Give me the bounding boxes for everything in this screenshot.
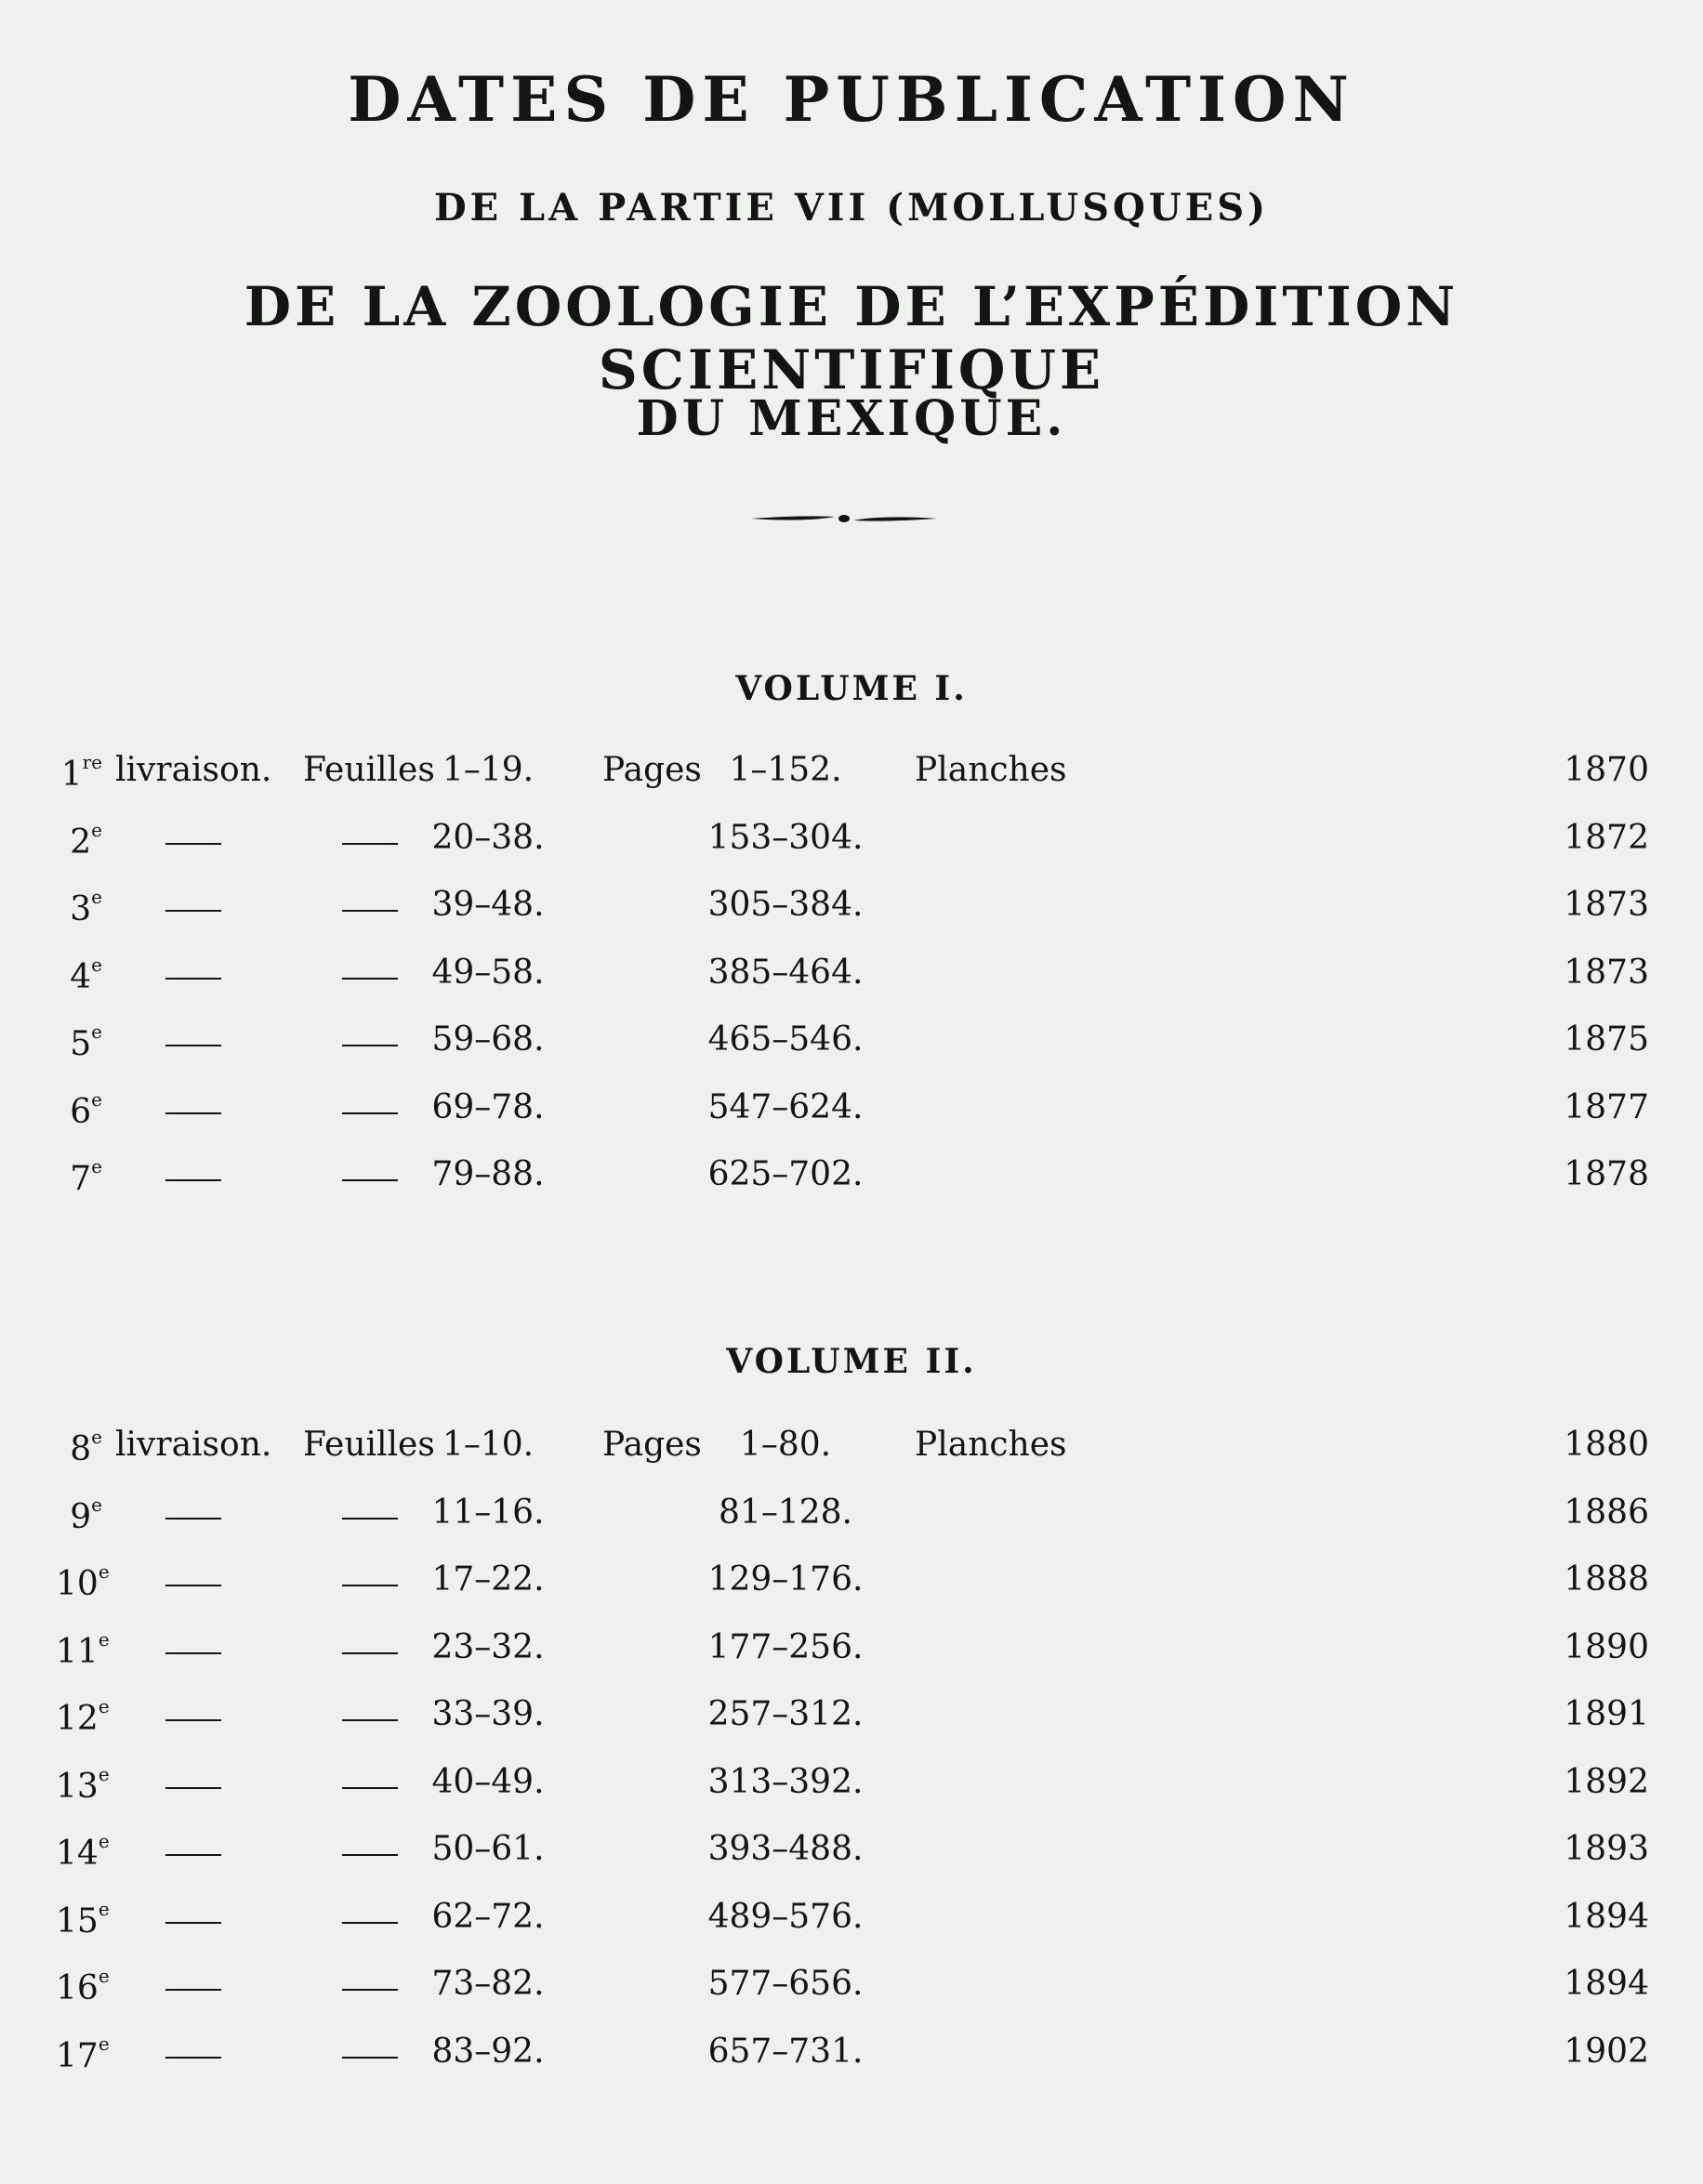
publication-year: 1894: [1564, 1897, 1649, 1936]
page-subtitle: DE LA PARTIE VII (MOLLUSQUES): [433, 186, 1270, 230]
ditto-mark: [165, 1179, 221, 1181]
planches-label: Planches: [915, 751, 1067, 789]
page-title: DATES DE PUBLICATION: [348, 63, 1355, 136]
livraison-number: 10e: [56, 1560, 110, 1603]
table-row: [0, 1560, 1703, 1607]
pages-range: 625–702.: [707, 1155, 864, 1193]
volume-heading: VOLUME II.: [726, 1342, 977, 1381]
pages-label: Pages: [602, 751, 702, 789]
table-row: [0, 751, 1703, 797]
ditto-mark: [165, 1719, 221, 1721]
feuilles-range: 59–68.: [431, 1020, 545, 1059]
feuilles-range: 23–32.: [431, 1627, 545, 1666]
ordinal-suffix: e: [98, 2032, 110, 2055]
feuilles-label: Feuilles: [303, 1426, 435, 1464]
livraison-number: 8e: [70, 1426, 102, 1468]
feuilles-range: 79–88.: [431, 1155, 545, 1193]
feuilles-range: 73–82.: [431, 1965, 545, 2003]
feuilles-range: 39–48.: [431, 886, 545, 924]
ornament-divider-icon: [749, 507, 939, 530]
pages-range: 153–304.: [707, 818, 864, 857]
ordinal-suffix: re: [82, 751, 102, 773]
volume-heading: VOLUME I.: [735, 669, 968, 708]
ditto-mark: [342, 1585, 398, 1586]
pages-range: 257–312.: [707, 1695, 864, 1733]
feuilles-range: 49–58.: [431, 953, 545, 992]
ordinal-suffix: e: [98, 1695, 110, 1717]
ordinal-suffix: e: [91, 1426, 102, 1448]
publication-year: 1892: [1564, 1762, 1649, 1801]
ordinal-suffix: e: [98, 1762, 110, 1785]
publication-year: 1890: [1564, 1627, 1649, 1666]
table-row: [0, 1088, 1703, 1135]
ditto-mark: [342, 1518, 398, 1520]
pages-range: 305–384.: [707, 886, 864, 924]
ditto-mark: [165, 1922, 221, 1924]
feuilles-range: 40–49.: [431, 1762, 545, 1801]
ordinal-suffix: e: [98, 1627, 110, 1651]
ditto-mark: [165, 1854, 221, 1856]
feuilles-range: 1–10.: [442, 1426, 535, 1464]
ordinal-suffix: e: [91, 1155, 102, 1178]
title-line-4: DU MEXIQUE.: [636, 390, 1067, 447]
ordinal-suffix: e: [91, 953, 102, 976]
ditto-mark: [342, 1854, 398, 1856]
pages-range: 313–392.: [707, 1762, 864, 1801]
ditto-mark: [165, 1787, 221, 1789]
table-row: [0, 1628, 1703, 1675]
ditto-mark: [165, 843, 221, 845]
table-row: [0, 1763, 1703, 1809]
ordinal-suffix: e: [91, 818, 102, 841]
ditto-mark: [165, 1989, 221, 1991]
livraison-number: 2e: [70, 818, 102, 862]
table-row: [0, 1426, 1703, 1472]
pages-label: Pages: [602, 1426, 702, 1464]
livraison-number: 14e: [56, 1830, 110, 1873]
table-row: [0, 1155, 1703, 1202]
livraison-number: 4e: [70, 953, 102, 996]
ditto-mark: [165, 1518, 221, 1520]
ditto-mark: [165, 910, 221, 912]
ditto-mark: [342, 1179, 398, 1181]
publication-year: 1893: [1564, 1830, 1649, 1868]
publication-year: 1870: [1564, 751, 1649, 789]
feuilles-range: 20–38.: [431, 818, 545, 857]
feuilles-range: 1–19.: [442, 751, 535, 789]
livraison-number: 11e: [56, 1627, 110, 1671]
table-row: [0, 886, 1703, 932]
pages-range: 81–128.: [719, 1493, 852, 1532]
feuilles-range: 33–39.: [431, 1695, 545, 1733]
livraison-number: 16e: [56, 1965, 110, 2007]
publication-year: 1886: [1564, 1493, 1649, 1532]
ordinal-suffix: e: [91, 886, 102, 908]
feuilles-range: 83–92.: [431, 2032, 545, 2071]
planches-label: Planches: [915, 1426, 1067, 1464]
ditto-mark: [165, 1112, 221, 1114]
table-row: [0, 1830, 1703, 1876]
publication-year: 1872: [1564, 818, 1649, 857]
publication-year: 1873: [1564, 953, 1649, 992]
pages-range: 129–176.: [707, 1560, 864, 1599]
livraison-number: 7e: [70, 1155, 102, 1198]
table-row: [0, 1965, 1703, 2011]
ditto-mark: [165, 1585, 221, 1586]
ditto-mark: [342, 1922, 398, 1924]
pages-range: 465–546.: [707, 1020, 864, 1059]
table-row: [0, 1020, 1703, 1067]
ditto-mark: [342, 2057, 398, 2059]
ditto-mark: [342, 910, 398, 912]
feuilles-range: 11–16.: [431, 1493, 545, 1532]
ditto-mark: [342, 1719, 398, 1721]
ditto-mark: [342, 1989, 398, 1991]
pages-range: 489–576.: [707, 1897, 864, 1936]
ditto-mark: [342, 1045, 398, 1046]
ditto-mark: [342, 1112, 398, 1114]
ditto-mark: [165, 978, 221, 980]
publication-year: 1888: [1564, 1560, 1649, 1599]
feuilles-range: 62–72.: [431, 1897, 545, 1936]
livraison-number: 5e: [70, 1020, 102, 1063]
publication-year: 1902: [1564, 2032, 1649, 2071]
ordinal-suffix: e: [98, 1560, 110, 1583]
pages-range: 1–152.: [729, 751, 842, 789]
feuilles-range: 69–78.: [431, 1087, 545, 1126]
ditto-mark: [165, 1652, 221, 1654]
publication-year: 1873: [1564, 886, 1649, 924]
livraison-number: 6e: [70, 1087, 102, 1131]
publication-year: 1894: [1564, 1965, 1649, 2003]
livraison-number: 12e: [56, 1695, 110, 1738]
table-row: [0, 2033, 1703, 2079]
table-row: [0, 1695, 1703, 1742]
pages-range: 657–731.: [707, 2032, 864, 2071]
livraison-number: 13e: [56, 1762, 110, 1806]
ditto-mark: [342, 1787, 398, 1789]
pages-range: 385–464.: [707, 953, 864, 992]
livraison-number: 3e: [70, 886, 102, 928]
feuilles-range: 50–61.: [431, 1830, 545, 1868]
table-row: [0, 819, 1703, 865]
feuilles-range: 17–22.: [431, 1560, 545, 1599]
publication-year: 1891: [1564, 1695, 1649, 1733]
table-row: [0, 954, 1703, 1000]
table-row: [0, 1493, 1703, 1540]
livraison-number: 15e: [56, 1897, 110, 1941]
ditto-mark: [342, 978, 398, 980]
livraison-label: livraison.: [115, 1426, 272, 1464]
ordinal-suffix: e: [98, 1830, 110, 1852]
publication-year: 1877: [1564, 1087, 1649, 1126]
ordinal-suffix: e: [91, 1020, 102, 1043]
ditto-mark: [342, 1652, 398, 1654]
ditto-mark: [165, 2057, 221, 2059]
pages-range: 1–80.: [739, 1426, 832, 1464]
ordinal-suffix: e: [91, 1493, 102, 1516]
table-row: [0, 1898, 1703, 1944]
pages-range: 577–656.: [707, 1965, 864, 2003]
pages-range: 547–624.: [707, 1087, 864, 1126]
livraison-number: 17e: [56, 2032, 110, 2075]
title-line-3: DE LA ZOOLOGIE DE L’EXPÉDITION SCIENTIFIQUE: [244, 275, 1459, 401]
pages-range: 177–256.: [707, 1627, 864, 1666]
ditto-mark: [165, 1045, 221, 1046]
ordinal-suffix: e: [98, 1965, 110, 1987]
ordinal-suffix: e: [91, 1087, 102, 1111]
publication-year: 1878: [1564, 1155, 1649, 1193]
livraison-number: 9e: [70, 1493, 102, 1536]
publication-year: 1880: [1564, 1426, 1649, 1464]
pages-range: 393–488.: [707, 1830, 864, 1868]
livraison-number: 1re: [60, 751, 102, 794]
ditto-mark: [342, 843, 398, 845]
feuilles-label: Feuilles: [303, 751, 435, 789]
livraison-label: livraison.: [115, 751, 272, 789]
publication-year: 1875: [1564, 1020, 1649, 1059]
ordinal-suffix: e: [98, 1897, 110, 1920]
